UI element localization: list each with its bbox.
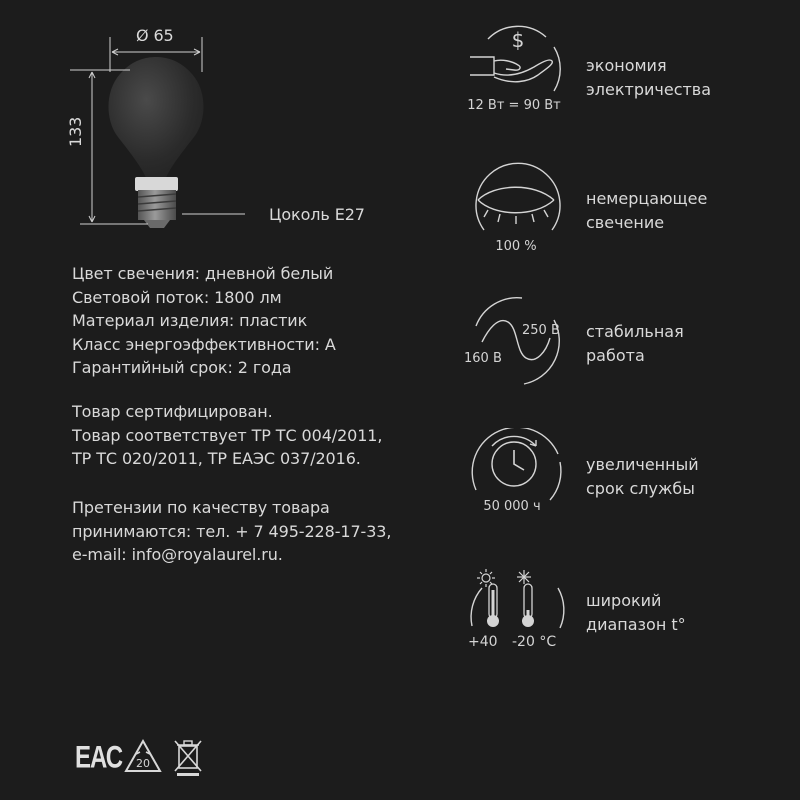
spec-line: Цвет свечения: дневной белый xyxy=(72,264,334,283)
feature-text-line: электричества xyxy=(586,80,712,99)
base-label: Цоколь Е27 xyxy=(269,205,365,224)
contacts-block xyxy=(72,496,391,567)
contact-line: принимаются: тел. + 7 495-228-17-33, xyxy=(72,521,392,541)
eye-icon xyxy=(462,160,572,260)
economy-caption: 12 Вт = 90 Вт xyxy=(467,98,561,113)
contact-line: e-mail: info@royalaurel.ru. xyxy=(72,545,283,564)
feature-text-line: стабильная xyxy=(586,322,684,341)
feature-economy-text xyxy=(586,54,711,102)
spec-line: Световой поток: 1800 лм xyxy=(72,287,282,307)
svg-text:$: $ xyxy=(511,28,525,52)
flicker-caption: 100 % xyxy=(495,239,537,254)
eac-mark: ЕАС xyxy=(75,740,123,776)
certification-line: Товар соответствует ТР ТС 004/2011, xyxy=(72,425,383,445)
certification-line: ТР ТС 020/2011, ТР ЕАЭС 037/2016. xyxy=(72,449,361,468)
feature-lifetime-text xyxy=(586,453,699,501)
voltage-low-caption: 160 В xyxy=(464,351,502,366)
feature-text-line: немерцающее xyxy=(586,189,708,208)
feature-text-line: срок службы xyxy=(586,479,695,498)
spec-line: Гарантийный срок: 2 года xyxy=(72,358,292,377)
lifetime-caption: 50 000 ч xyxy=(483,499,541,514)
bulb-neck xyxy=(135,177,178,191)
diameter-label: Ø 65 xyxy=(136,26,174,45)
recycle-number: 20 xyxy=(136,757,150,770)
height-label: 133 xyxy=(66,116,85,147)
clock-icon xyxy=(462,428,572,523)
feature-text-line: свечение xyxy=(586,213,665,232)
certification-line: Товар сертифицирован. xyxy=(72,402,273,421)
feature-text-line: увеличенный xyxy=(586,455,699,474)
feature-text-line: экономия xyxy=(586,56,667,75)
spec-line: Класс энергоэффективности: А xyxy=(72,334,336,354)
recycle-icon xyxy=(122,738,164,776)
specs-block xyxy=(72,262,336,380)
temp-cold-caption: -20 °C xyxy=(512,634,557,650)
feature-text-line: широкий xyxy=(586,591,662,610)
voltage-wave-icon xyxy=(462,292,572,392)
feature-text-line: диапазон t° xyxy=(586,615,686,634)
dollar-hand-icon xyxy=(462,25,572,120)
thermometer-icon xyxy=(462,566,572,661)
contact-line: Претензии по качеству товара xyxy=(72,498,330,517)
bulb-glass xyxy=(109,57,204,180)
feature-stability-text xyxy=(586,320,684,368)
spec-line: Материал изделия: пластик xyxy=(72,311,308,330)
certification-block xyxy=(72,400,382,471)
feature-flicker-text xyxy=(586,187,707,235)
voltage-high-caption: 250 В xyxy=(522,323,560,338)
feature-text-line: работа xyxy=(586,346,645,365)
feature-temperature-text xyxy=(586,589,686,637)
crossed-bin-icon xyxy=(172,738,204,778)
temp-hot-caption: +40 xyxy=(468,634,498,650)
